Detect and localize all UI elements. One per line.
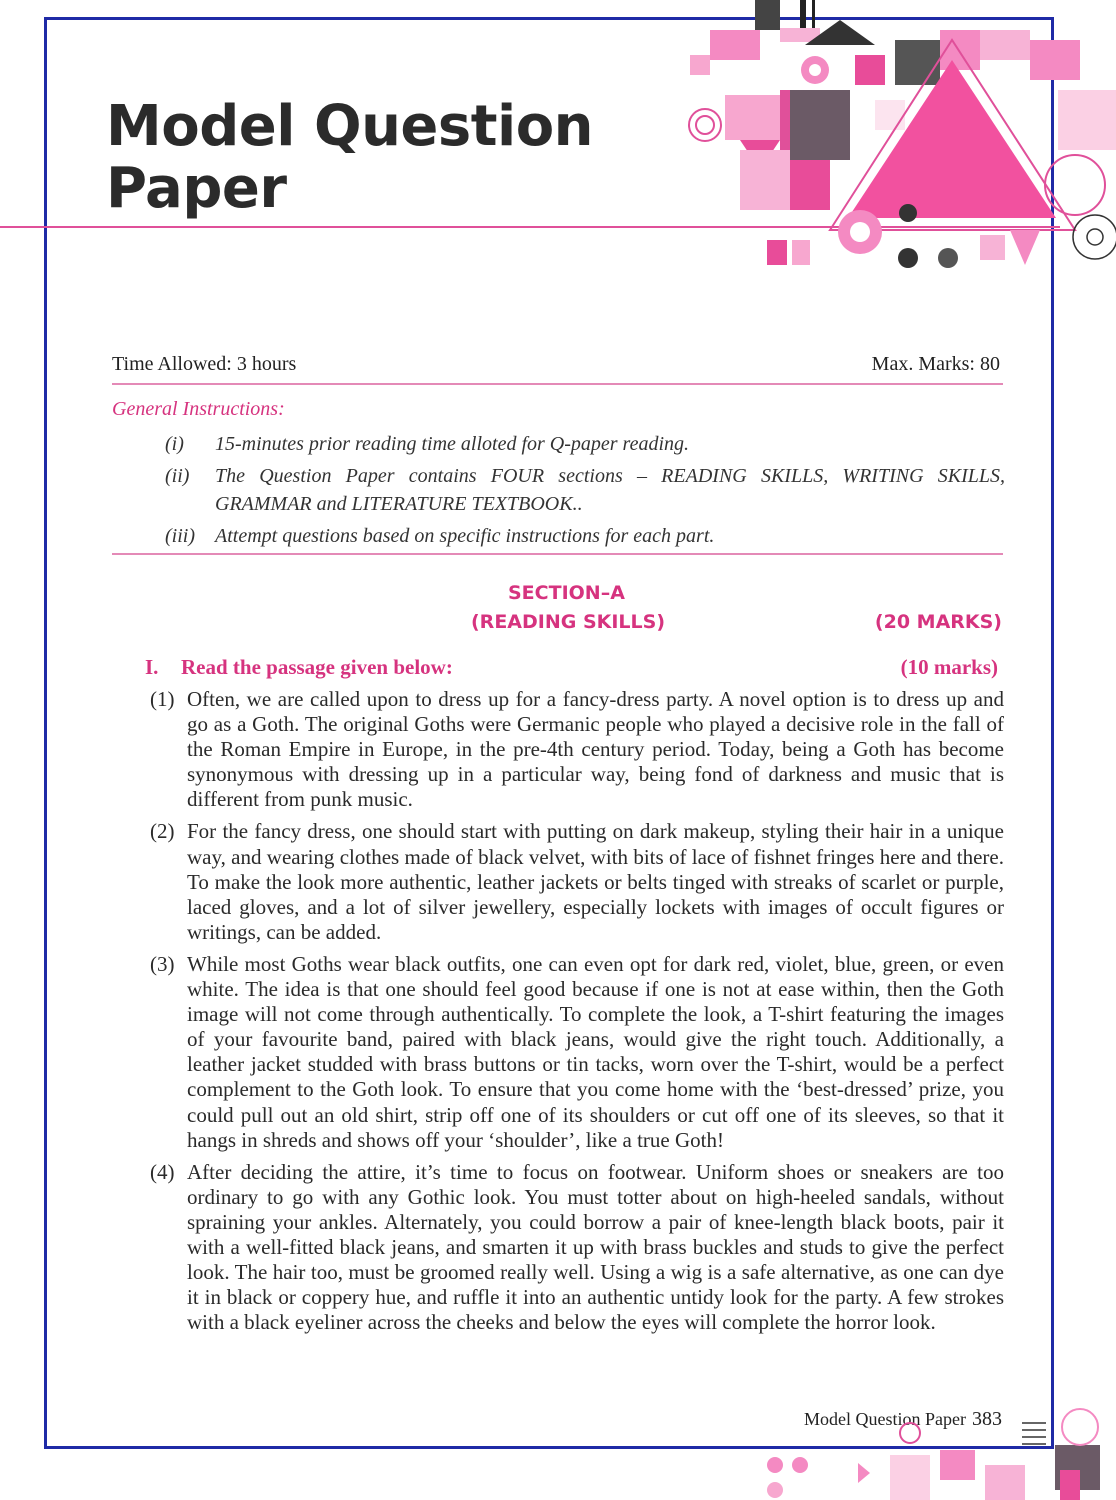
page-number: 383	[971, 1408, 1002, 1430]
title-line-1: Model Question	[106, 94, 594, 159]
section-subtitle: (READING SKILLS)	[471, 611, 666, 633]
instructions-divider	[112, 553, 1003, 555]
instruction-text: The Question Paper contains FOUR sections – READING SKILLS, WRITING SKILLS, GRAMMAR and LITERATURE TEXTBOOK..	[215, 465, 1005, 515]
paragraph-number: (3)	[150, 951, 175, 976]
paragraph-text: While most Goths wear black outfits, one can even opt for dark red, violet, blue, green, or even white. The idea is that one should feel good because if one is not at ease within, then the Goth image will not come through authentically. To complete the look, a T-shirt featuring the images of your favourite band, paired with black jeans, would give the right touch. Additionally, a leather jacket studded with brass buttons or tin tacks, worn over the T-shirt, would be a perfect complement to the Goth look. To ensure that you come home with the ‘best-dressed’ prize, you could pull out an old shirt, strip off one of its shoulders or cut off one of its sleeves, so that it hangs in shreds and shows off your ‘shoulder’, like a true Goth!	[187, 951, 1004, 1152]
section-marks: (20 MARKS)	[874, 611, 1002, 633]
decorative-header-graphic	[680, 0, 1116, 275]
instruction-item	[165, 522, 1005, 550]
instruction-item	[165, 430, 1005, 458]
decorative-footer-graphic	[760, 1405, 1116, 1500]
exam-meta	[112, 353, 1000, 379]
instruction-text: 15-minutes prior reading time alloted for Q-paper reading.	[215, 433, 690, 455]
paragraph-number: (2)	[150, 819, 175, 844]
instructions-heading: General Instructions:	[112, 398, 285, 420]
passage-paragraph	[150, 1160, 1004, 1336]
section-title: SECTION–A	[508, 582, 625, 604]
instructions-list	[165, 430, 1005, 554]
paragraph-text: For the fancy dress, one should start with putting on dark makeup, styling their hair in a unique way, and wearing clothes made of black velvet, with bits of lace of fishnet fringes here and there. To make the look more authentic, leather jackets or belts tinged with streaks of scarlet or purple, laced gloves, and a lot of silver jewellery, especially lockets with images of occult figures or writings, can be added.	[187, 819, 1004, 944]
page-title	[106, 96, 593, 220]
paragraph-number: (4)	[150, 1159, 175, 1184]
reading-passage	[150, 687, 1004, 1342]
instruction-number: (iii)	[165, 525, 195, 547]
question-number: I.	[145, 655, 159, 679]
paragraph-text: After deciding the attire, it’s time to focus on footwear. Uniform shoes or sneakers are too ordinary to go with any Gothic look. You must totter about on high-heeled sandals, without spraining your ankles. Alternately, you could borrow a pair of knee-length black boots, pair it with a well-fitted black jeans, and smarten it up with brass buckles and studs to give the perfect look. The hair too, must be groomed really well. Using a wig is a safe alternative, as one can dye it in black or coppery hue, and ruffle it into an authentic untidy look for the party. A few strokes with a black eyeliner across the cheeks and below the eyes will complete the horror look.	[187, 1159, 1004, 1335]
time-allowed: Time Allowed: 3 hours	[112, 353, 297, 375]
question-marks: (10 marks)	[900, 655, 998, 679]
max-marks: Max. Marks: 80	[871, 353, 1000, 375]
footer-label: Model Question Paper	[804, 1409, 966, 1429]
title-line-2: Paper	[106, 156, 287, 221]
meta-divider	[112, 383, 1003, 385]
question-text: Read the passage given below:	[181, 655, 453, 679]
passage-paragraph	[150, 952, 1004, 1153]
instruction-item	[165, 462, 1005, 518]
passage-paragraph	[150, 819, 1004, 944]
instruction-number: (i)	[165, 433, 184, 455]
paragraph-text: Often, we are called upon to dress up for a fancy-dress party. A novel option is to dress up and go as a Goth. The original Goths were Germanic people who played a decisive role in the fall of the Roman Empire in Europe, in the pre-4th century period. Today, being a Goth has become synonymous with dressing up in a particular way, being fond of darkness and music that is different from punk music.	[187, 687, 1004, 812]
paragraph-number: (1)	[150, 687, 175, 711]
instruction-text: Attempt questions based on specific instructions for each part.	[215, 525, 715, 547]
instruction-number: (ii)	[165, 465, 190, 487]
passage-paragraph	[150, 687, 1004, 812]
